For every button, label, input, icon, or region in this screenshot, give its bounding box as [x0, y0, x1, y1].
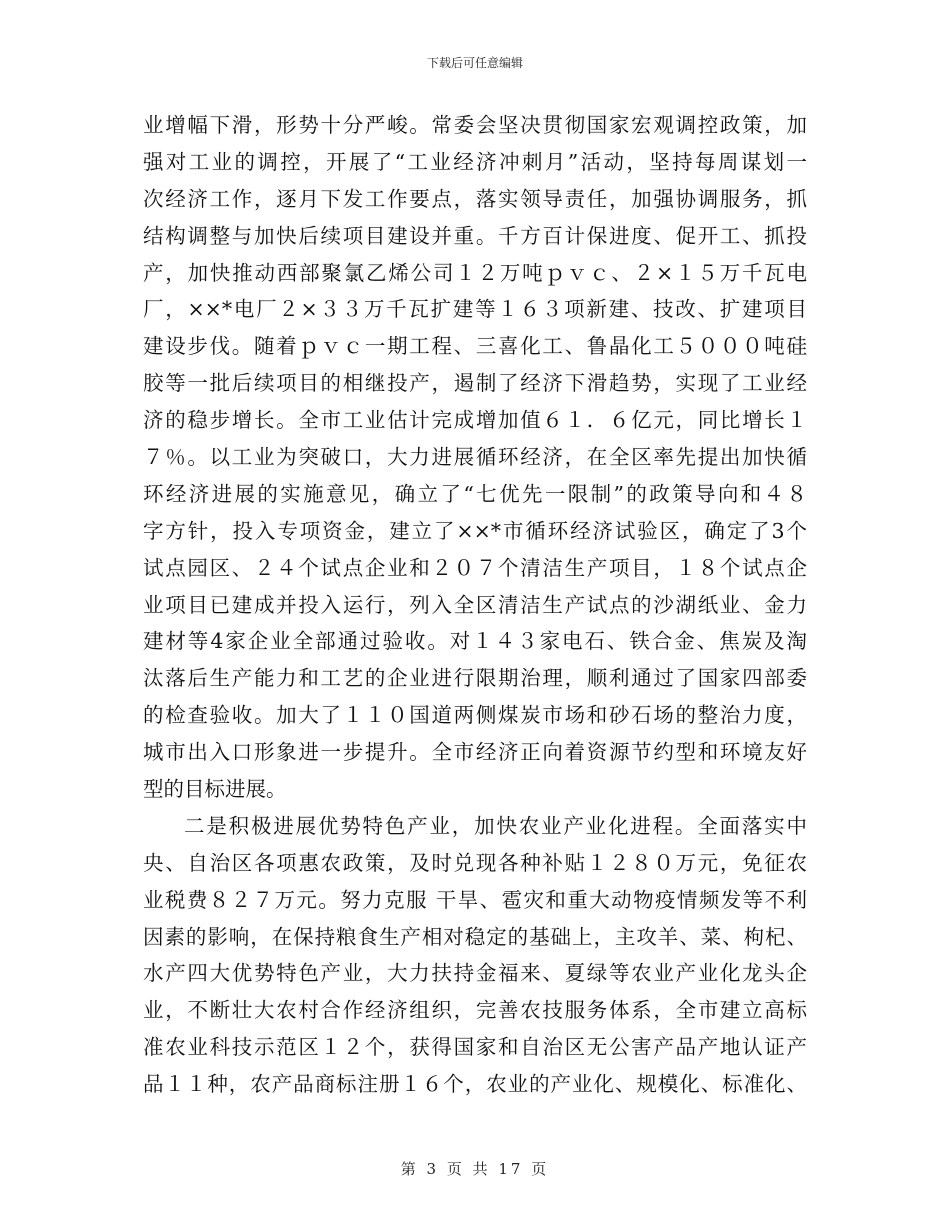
paragraph-1-line-16: 汰落后生产能力和工艺的企业进行限期治理，顺利通过了国家四部委	[143, 666, 807, 691]
paragraph-1-line-7: 建设步伐。随着ｐｖｃ一期工程、三喜化工、鲁晶化工５０００吨硅	[143, 334, 807, 359]
paragraph-1-line-9: 济的稳步增长。全市工业估计完成增加值６１．６亿元，同比增长１	[143, 408, 807, 433]
paragraph-1-line-3: 次经济工作，逐月下发工作要点，落实领导责任，加强协调服务，抓	[143, 186, 807, 211]
paragraph-1-line-19: 型的目标进展。	[143, 777, 287, 802]
paragraph-1-line-18: 城市出入口形象进一步提升。全市经济正向着资源节约型和环境友好	[143, 740, 807, 765]
paragraph-1-line-8: 胶等一批后续项目的相继投产，遏制了经济下滑趋势，实现了工业经	[143, 371, 807, 396]
paragraph-1-line-17: 的检查验收。加大了１１０国道两侧煤炭市场和砂石场的整治力度，	[143, 703, 807, 728]
page-header: 下载后可任意编辑	[426, 56, 523, 70]
paragraph-2-line-8: 品１１种，农产品商标注册１６个，农业的产业化、规模化、标准化、	[143, 1072, 807, 1097]
paragraph-1-line-1: 业增幅下滑，形势十分严峻。常委会坚决贯彻国家宏观调控政策，加	[143, 113, 807, 137]
paragraph-2-line-5: 水产四大优势特色产业，大力扶持金福来、夏绿等农业产业化龙头企	[143, 961, 807, 986]
paragraph-1-line-6: 厂，××*电厂２×３３万千瓦扩建等１６３项新建、技改、扩建项目	[143, 297, 807, 322]
paragraph-2-line-2: 央、自治区各项惠农政策，及时兑现各种补贴１２８０万元，免征农	[143, 850, 807, 875]
paragraph-1-line-15: 建材等4家企业全部通过验收。对１４３家电石、铁合金、焦炭及淘	[143, 629, 807, 654]
document-body	[143, 107, 807, 1103]
paragraph-1-line-11: 环经济进展的实施意见，确立了“七优先一限制”的政策导向和４８	[143, 481, 807, 506]
paragraph-2-line-4: 因素的影响，在保持粮食生产相对稳定的基础上，主攻羊、菜、枸杞、	[143, 924, 807, 949]
paragraph-1-line-13: 试点园区、２４个试点企业和２０７个清洁生产项目，１８个试点企	[143, 555, 807, 580]
paragraph-2-line-1: 二是积极进展优势特色产业，加快农业产业化进程。全面落实中	[184, 813, 807, 838]
paragraph-2-line-3: 业税费８２７万元。努力克服 干旱、雹灾和重大动物疫情频发等不利	[143, 887, 807, 912]
paragraph-1-line-14: 业项目已建成并投入运行，列入全区清洁生产试点的沙湖纸业、金力	[143, 592, 807, 617]
paragraph-2-line-7: 准农业科技示范区１２个，获得国家和自治区无公害产品产地认证产	[143, 1035, 807, 1060]
paragraph-1-line-2: 强对工业的调控，开展了“工业经济冲刺月”活动，坚持每周谋划一	[143, 149, 807, 174]
page-number-footer: 第 3 页 共 17 页	[400, 1160, 550, 1178]
paragraph-2-line-6: 业，不断壮大农村合作经济组织，完善农技服务体系，全市建立高标	[143, 998, 807, 1023]
paragraph-1-line-5: 产，加快推动西部聚氯乙烯公司１２万吨ｐｖｃ、２×１５万千瓦电	[143, 260, 807, 285]
paragraph-1-line-10: ７％。以工业为突破口，大力进展循环经济，在全区率先提出加快循	[143, 445, 807, 470]
paragraph-1-line-4: 结构调整与加快后续项目建设并重。千方百计保进度、促开工、抓投	[143, 223, 807, 248]
paragraph-1-line-12: 字方针，投入专项资金，建立了××*市循环经济试验区，确定了3个	[143, 518, 807, 543]
